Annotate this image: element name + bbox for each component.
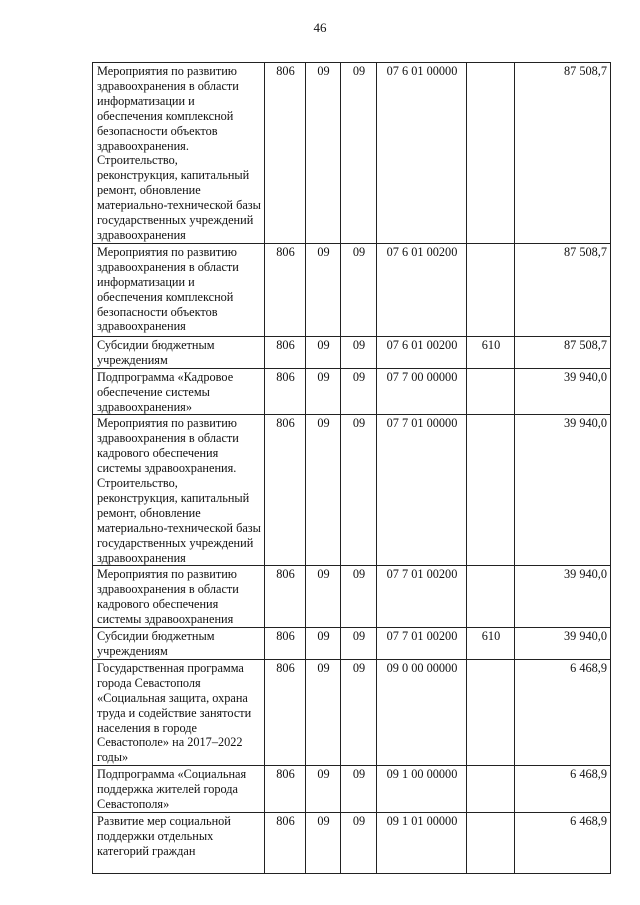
- section-code: 09: [306, 659, 341, 765]
- ministry-code: 806: [265, 243, 306, 336]
- target-article-code: 07 7 00 00000: [377, 368, 467, 415]
- row-name: Мероприятия по развитию здравоохранения в области информатизации и обеспечения комплексной безопасности объектов здравоохранения. Строительство, реконструкция, капитальный ремонт, обновление материально-технической базы государственных учреждений здравоохранения: [93, 63, 265, 244]
- row-name: Мероприятия по развитию здравоохранения в области кадрового обеспечения системы здравоохранения. Строительство, реконструкция, капитальный ремонт, обновление материально-технической базы государственных учреждений здравоохранения: [93, 415, 265, 566]
- subsection-code: 09: [341, 368, 377, 415]
- section-code: 09: [306, 812, 341, 873]
- table-row: [93, 766, 611, 813]
- section-code: 09: [306, 63, 341, 244]
- table-body: [93, 63, 611, 874]
- ministry-code: 806: [265, 812, 306, 873]
- ministry-code: 806: [265, 415, 306, 566]
- expense-type-code: 610: [467, 628, 515, 660]
- target-article-code: 07 7 01 00000: [377, 415, 467, 566]
- target-article-code: 09 1 01 00000: [377, 812, 467, 873]
- target-article-code: 07 7 01 00200: [377, 628, 467, 660]
- row-name: Мероприятия по развитию здравоохранения в области информатизации и обеспечения комплексной безопасности объектов здравоохранения: [93, 243, 265, 336]
- ministry-code: 806: [265, 336, 306, 368]
- table-row: [93, 812, 611, 873]
- budget-table: [92, 62, 611, 874]
- ministry-code: 806: [265, 766, 306, 813]
- ministry-code: 806: [265, 63, 306, 244]
- row-name: Подпрограмма «Социальная поддержка жителей города Севастополя»: [93, 766, 265, 813]
- expense-type-code: [467, 415, 515, 566]
- table-row: [93, 368, 611, 415]
- subsection-code: 09: [341, 566, 377, 628]
- row-name: Развитие мер социальной поддержки отдельных категорий граждан: [93, 812, 265, 873]
- section-code: 09: [306, 566, 341, 628]
- amount-value: 6 468,9: [515, 659, 611, 765]
- section-code: 09: [306, 766, 341, 813]
- subsection-code: 09: [341, 336, 377, 368]
- subsection-code: 09: [341, 766, 377, 813]
- subsection-code: 09: [341, 243, 377, 336]
- expense-type-code: [467, 368, 515, 415]
- section-code: 09: [306, 336, 341, 368]
- amount-value: 39 940,0: [515, 415, 611, 566]
- target-article-code: 09 1 00 00000: [377, 766, 467, 813]
- row-name: Субсидии бюджетным учреждениям: [93, 336, 265, 368]
- table-row: [93, 628, 611, 660]
- table-row: [93, 415, 611, 566]
- expense-type-code: [467, 766, 515, 813]
- table-row: [93, 659, 611, 765]
- amount-value: 87 508,7: [515, 336, 611, 368]
- subsection-code: 09: [341, 812, 377, 873]
- subsection-code: 09: [341, 415, 377, 566]
- section-code: 09: [306, 415, 341, 566]
- amount-value: 6 468,9: [515, 766, 611, 813]
- target-article-code: 07 6 01 00200: [377, 243, 467, 336]
- ministry-code: 806: [265, 566, 306, 628]
- amount-value: 39 940,0: [515, 628, 611, 660]
- table-row: [93, 243, 611, 336]
- row-name: Мероприятия по развитию здравоохранения в области кадрового обеспечения системы здравоохранения: [93, 566, 265, 628]
- expense-type-code: [467, 243, 515, 336]
- subsection-code: 09: [341, 659, 377, 765]
- expense-type-code: [467, 812, 515, 873]
- section-code: 09: [306, 628, 341, 660]
- expense-type-code: [467, 63, 515, 244]
- row-name: Государственная программа города Севастополя «Социальная защита, охрана труда и содействие занятости населения в городе Севастополе» на 2017–2022 годы»: [93, 659, 265, 765]
- target-article-code: 09 0 00 00000: [377, 659, 467, 765]
- table-row: [93, 566, 611, 628]
- section-code: 09: [306, 243, 341, 336]
- row-name: Подпрограмма «Кадровое обеспечение системы здравоохранения»: [93, 368, 265, 415]
- amount-value: 6 468,9: [515, 812, 611, 873]
- expense-type-code: [467, 659, 515, 765]
- amount-value: 87 508,7: [515, 63, 611, 244]
- row-name: Субсидии бюджетным учреждениям: [93, 628, 265, 660]
- target-article-code: 07 6 01 00200: [377, 336, 467, 368]
- subsection-code: 09: [341, 63, 377, 244]
- amount-value: 39 940,0: [515, 566, 611, 628]
- target-article-code: 07 7 01 00200: [377, 566, 467, 628]
- table-row: [93, 63, 611, 244]
- ministry-code: 806: [265, 368, 306, 415]
- ministry-code: 806: [265, 659, 306, 765]
- subsection-code: 09: [341, 628, 377, 660]
- expense-type-code: [467, 566, 515, 628]
- table-row: [93, 336, 611, 368]
- expense-type-code: 610: [467, 336, 515, 368]
- amount-value: 39 940,0: [515, 368, 611, 415]
- page-number: 46: [313, 20, 327, 35]
- amount-value: 87 508,7: [515, 243, 611, 336]
- ministry-code: 806: [265, 628, 306, 660]
- target-article-code: 07 6 01 00000: [377, 63, 467, 244]
- section-code: 09: [306, 368, 341, 415]
